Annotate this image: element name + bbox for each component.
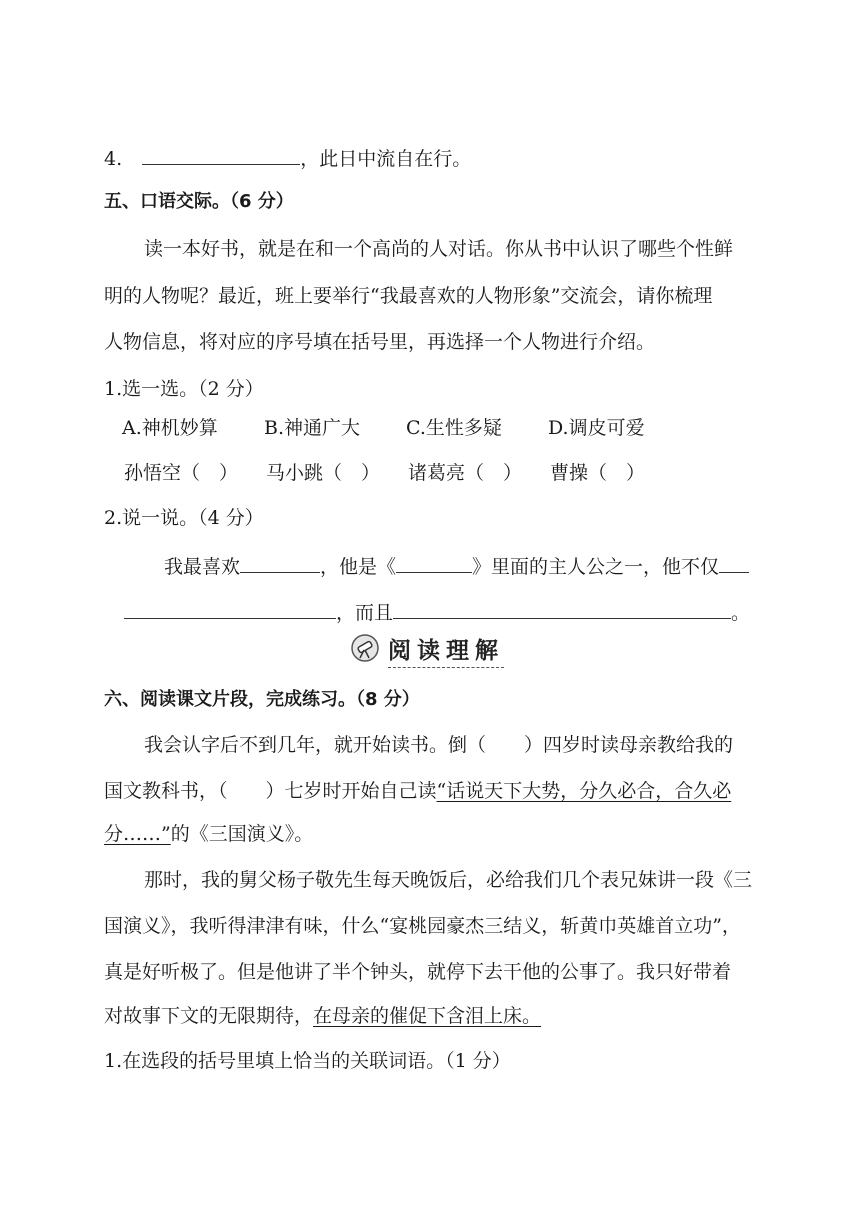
paragraph-line: 人物信息，将对应的序号填在括号里，再选择一个人物进行介绍。 — [104, 331, 656, 353]
passage-line: 我会认字后不到几年，就开始读书。倒（ ）四岁时读母亲教给我的 — [144, 734, 734, 756]
paragraph-line: 读一本好书，就是在和一个高尚的人对话。你从书中认识了哪些个性鲜 — [144, 238, 734, 260]
character-caocao[interactable]: 曹操（ ） — [550, 462, 646, 484]
answer-blank[interactable] — [142, 142, 300, 165]
character-maxiaotiao[interactable]: 马小跳（ ） — [266, 462, 381, 484]
fill-line-2 — [124, 596, 750, 627]
passage-line — [104, 1002, 541, 1030]
section-6-title: 六、阅读课文片段，完成练习。（8 分） — [104, 689, 420, 710]
answer-blank[interactable] — [124, 596, 336, 619]
fill-text: ，而且 — [336, 602, 394, 624]
option-b: B.神通广大 — [264, 417, 361, 439]
underlined-quote: 分……” — [104, 823, 171, 845]
passage-text: 的《三国演义》。 — [170, 823, 314, 845]
answer-blank[interactable] — [240, 550, 320, 573]
underlined-sentence: 在母亲的催促下含泪上床。 — [313, 1005, 542, 1027]
section-5-title: 五、口语交际。（6 分） — [104, 191, 294, 212]
answer-blank[interactable] — [396, 550, 472, 573]
telescope-icon — [350, 633, 380, 667]
banner-title: 阅读理解 — [388, 632, 504, 668]
passage-text: 对故事下文的无限期待， — [104, 1005, 314, 1027]
fill-text: ，他是《 — [320, 556, 397, 578]
passage-line — [104, 820, 313, 848]
passage-line — [104, 777, 731, 805]
subquestion-2: 2.说一说。（4 分） — [104, 507, 264, 529]
passage-line: 那时，我的舅父杨子敬先生每天晚饭后，必给我们几个表兄妹讲一段《三 — [144, 869, 753, 891]
option-d: D.调皮可爱 — [548, 417, 645, 439]
subquestion-1: 1.选一选。（2 分） — [104, 378, 264, 400]
passage-question-1: 1.在选段的括号里填上恰当的关联词语。（1 分） — [104, 1050, 511, 1072]
question-number: 4. — [104, 148, 123, 170]
character-zhugeliang[interactable]: 诸葛亮（ ） — [408, 462, 523, 484]
passage-line: 国演义》，我听得津津有味，什么“宴桃园豪杰三结义，斩黄巾英雄首立功”， — [104, 915, 741, 937]
section-banner — [350, 630, 504, 670]
fill-text: 》里面的主人公之一，他不仅 — [472, 556, 720, 578]
question-text: ，此日中流自在行。 — [300, 148, 472, 170]
answer-blank[interactable] — [719, 550, 749, 573]
fill-text: 。 — [731, 602, 751, 624]
fill-line-1 — [164, 550, 749, 581]
option-c: C.生性多疑 — [406, 417, 502, 439]
passage-text: 国文教科书，（ ）七岁时开始自己读 — [104, 780, 437, 802]
paragraph-line: 明的人物呢？最近，班上要举行“我最喜欢的人物形象”交流会，请你梳理 — [104, 285, 713, 307]
question-4 — [104, 142, 471, 173]
character-sunwukong[interactable]: 孙悟空（ ） — [124, 462, 239, 484]
answer-blank[interactable] — [393, 596, 731, 619]
passage-line: 真是好听极了。但是他讲了半个钟头，就停下去干他的公事了。我只好带着 — [104, 961, 732, 983]
fill-text: 我最喜欢 — [164, 556, 241, 578]
option-a: A.神机妙算 — [122, 417, 218, 439]
underlined-quote: “话说天下大势，分久必合，合久必 — [436, 780, 732, 802]
